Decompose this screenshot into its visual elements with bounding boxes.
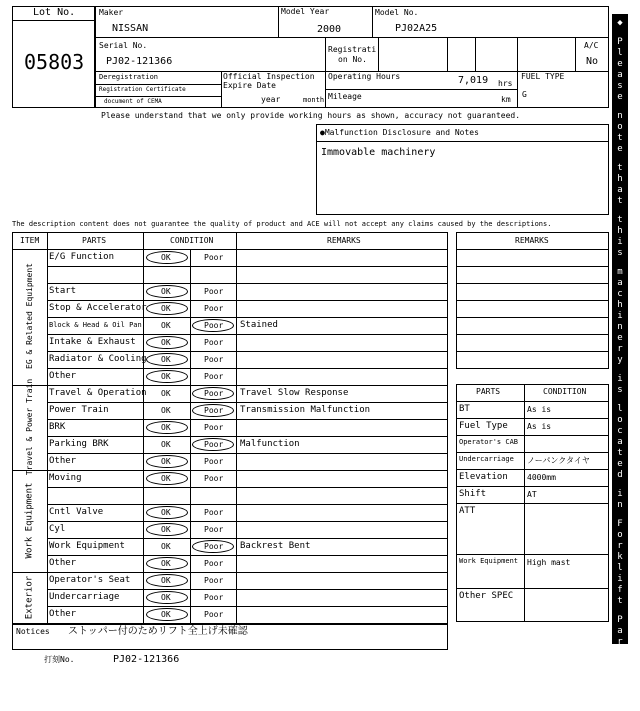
sidebar-char: e: [617, 459, 623, 469]
sidebar-char: t: [617, 596, 623, 606]
row-divider: [47, 487, 448, 488]
fuel-type-label: FUEL TYPE: [521, 72, 565, 81]
poor-label: Poor: [204, 559, 224, 568]
part-label: Cntl Valve: [49, 507, 104, 517]
ok-label: OK: [161, 542, 171, 551]
part-label: Start: [49, 286, 77, 296]
row-divider: [47, 368, 448, 369]
cema-label: document of CEMA: [104, 98, 162, 105]
poor-label: Poor: [204, 304, 224, 313]
part-label: Stop & Accelerator: [49, 303, 147, 313]
remark-text: Malfunction: [240, 439, 300, 449]
sidebar-char: h: [617, 174, 623, 184]
malfunction-box: [316, 124, 609, 215]
ok-label: OK: [161, 304, 171, 313]
right-remark-line: [456, 317, 609, 318]
ok-label: OK: [161, 423, 171, 432]
sidebar-char: t: [617, 215, 623, 225]
group-divider: [12, 572, 448, 573]
sidebar-char: o: [617, 530, 623, 540]
sidebar-char: r: [617, 344, 623, 354]
row-divider: [47, 300, 448, 301]
col-condition-header: CONDITION: [170, 236, 214, 245]
poor-label: Poor: [204, 355, 224, 364]
sidebar-char: a: [617, 278, 623, 288]
spec-line: [456, 435, 609, 436]
ok-circle: [146, 353, 188, 366]
spec-part: Work Equipment: [459, 557, 519, 565]
spec-part: Fuel Type: [459, 421, 508, 431]
year-label: year: [261, 95, 281, 104]
spec-value: ノーパンクタイヤ: [527, 456, 590, 465]
sidebar-char: n: [617, 670, 623, 680]
ok-circle: [146, 336, 188, 349]
hours-notice: Please understand that we only provide working hours as shown, accuracy not guaranteed.: [101, 111, 521, 120]
poor-label: Poor: [204, 508, 224, 517]
fuel-type-value: G: [522, 90, 527, 99]
sidebar-char: s: [617, 385, 623, 395]
specs-condition-header: CONDITION: [543, 387, 587, 396]
right-remarks-title: REMARKS: [515, 236, 549, 245]
ok-label: OK: [161, 440, 171, 449]
sidebar-char: e: [617, 59, 623, 69]
spec-line: [456, 554, 609, 555]
part-label: Parking BRK: [49, 439, 109, 449]
inspection-label-2: Expire Date: [223, 81, 276, 90]
sidebar-char: k: [617, 648, 623, 658]
spec-value: As is: [527, 405, 552, 414]
sidebar-char: P: [617, 37, 623, 47]
condition-table: [12, 232, 448, 624]
table-line: [12, 249, 448, 250]
sidebar-char: r: [617, 637, 623, 647]
spec-part: BT: [459, 404, 470, 414]
row-divider: [47, 419, 448, 420]
sidebar-char: g: [617, 681, 623, 691]
ok-label: OK: [161, 474, 171, 483]
ac-label: A/C: [584, 41, 599, 50]
part-label: Work Equipment: [49, 541, 125, 551]
right-remark-line: [456, 300, 609, 301]
part-label: Other: [49, 371, 77, 381]
poor-circle: [192, 540, 234, 553]
location-sidebar: [612, 14, 628, 710]
right-remark-line: [456, 266, 609, 267]
row-divider: [47, 589, 448, 590]
group-divider: [12, 470, 448, 471]
mileage-label: Mileage: [328, 92, 362, 101]
poor-label: Poor: [204, 525, 224, 534]
sidebar-char: t: [617, 448, 623, 458]
sidebar-char: a: [617, 70, 623, 80]
ok-label: OK: [161, 253, 171, 262]
row-divider: [47, 283, 448, 284]
poor-circle: [192, 438, 234, 451]
sidebar-char: e: [617, 144, 623, 154]
sidebar-char: ◆: [617, 700, 623, 710]
sidebar-char: l: [617, 563, 623, 573]
part-label: Other: [49, 558, 77, 568]
spec-line: [456, 503, 609, 504]
poor-circle: [192, 319, 234, 332]
part-label: Cyl: [49, 524, 66, 534]
part-label: Travel & Operation: [49, 388, 147, 398]
ok-circle: [146, 523, 188, 536]
lot-label: Lot No.: [33, 7, 76, 18]
sidebar-char: i: [617, 574, 623, 584]
poor-label: Poor: [204, 372, 224, 381]
poor-label: Poor: [204, 542, 224, 551]
row-divider: [47, 453, 448, 454]
hrs-label: hrs: [498, 79, 513, 88]
sidebar-char: i: [617, 311, 623, 321]
spec-value: High mast: [527, 558, 571, 567]
col-remarks-header: REMARKS: [327, 236, 361, 245]
group-label: Work Equipment: [24, 482, 35, 559]
disclaimer: The description content does not guarantee the quality of product and ACE will not accept any claims caused by the descriptions.: [12, 220, 552, 228]
spec-value: 4000mm: [527, 473, 556, 482]
poor-label: Poor: [204, 321, 224, 330]
stamp-value: PJ02-121366: [113, 654, 180, 665]
poor-label: Poor: [204, 406, 224, 415]
poor-label: Poor: [204, 576, 224, 585]
ok-label: OK: [161, 406, 171, 415]
part-label: E/G Function: [49, 252, 115, 262]
poor-label: Poor: [204, 474, 224, 483]
model-year-value: 2000: [317, 24, 342, 35]
ok-circle: [146, 251, 188, 264]
sidebar-char: r: [617, 541, 623, 551]
poor-label: Poor: [204, 287, 224, 296]
ok-circle: [146, 472, 188, 485]
poor-label: Poor: [204, 610, 224, 619]
malfunction-text: Immovable machinery: [321, 147, 436, 158]
sidebar-char: k: [617, 552, 623, 562]
ac-value: No: [586, 56, 599, 67]
notices-label: Notices: [16, 627, 50, 636]
remark-text: Travel Slow Response: [240, 388, 349, 398]
sidebar-char: n: [617, 500, 623, 510]
ok-circle: [146, 370, 188, 383]
sidebar-char: s: [617, 81, 623, 91]
sidebar-char: l: [617, 404, 623, 414]
sidebar-char: t: [617, 133, 623, 143]
poor-circle: [192, 404, 234, 417]
ok-label: OK: [161, 593, 171, 602]
part-label: Radiator & Cooling: [49, 354, 147, 364]
part-label: Operator's Seat: [49, 575, 131, 585]
sidebar-char: c: [617, 426, 623, 436]
row-divider: [47, 334, 448, 335]
ok-label: OK: [161, 457, 171, 466]
sidebar-char: m: [617, 267, 623, 277]
sidebar-char: ◆: [617, 18, 623, 28]
col-item-header: ITEM: [20, 236, 40, 245]
part-label: Other: [49, 609, 77, 619]
spec-value: AT: [527, 490, 537, 499]
sidebar-char: s: [617, 248, 623, 258]
sidebar-char: i: [617, 659, 623, 669]
spec-value: As is: [527, 422, 552, 431]
spec-line: [456, 588, 609, 589]
part-label: Undercarriage: [49, 592, 120, 602]
ok-circle: [146, 302, 188, 315]
poor-label: Poor: [204, 338, 224, 347]
poor-label: Poor: [204, 593, 224, 602]
spec-line: [456, 486, 609, 487]
part-label: Intake & Exhaust: [49, 337, 136, 347]
poor-label: Poor: [204, 253, 224, 262]
spec-part: Other SPEC: [459, 591, 514, 601]
sidebar-char: a: [617, 185, 623, 195]
sidebar-char: i: [617, 489, 623, 499]
ok-circle: [146, 591, 188, 604]
group-label: Travel & Power Train: [25, 378, 34, 475]
poor-label: Poor: [204, 457, 224, 466]
malfunction-title: ●Malfunction Disclosure and Notes: [320, 128, 479, 137]
sidebar-char: e: [617, 92, 623, 102]
right-remark-line: [456, 249, 609, 250]
row-divider: [47, 504, 448, 505]
sidebar-char: o: [617, 415, 623, 425]
remark-text: Transmission Malfunction: [240, 405, 371, 415]
poor-circle: [192, 387, 234, 400]
group-divider: [12, 385, 448, 386]
group-label: Exterior: [24, 575, 35, 619]
sidebar-char: t: [617, 163, 623, 173]
model-year-label: Model Year: [281, 7, 330, 16]
row-divider: [47, 436, 448, 437]
sidebar-char: c: [617, 289, 623, 299]
sidebar-char: i: [617, 237, 623, 247]
maker-label: Maker: [99, 8, 124, 17]
model-no-label: Model No.: [375, 8, 419, 17]
ok-circle: [146, 574, 188, 587]
sidebar-char: a: [617, 626, 623, 636]
km-label: km: [501, 95, 511, 104]
poor-label: Poor: [204, 423, 224, 432]
spec-part: Operator's CAB: [459, 438, 519, 446]
ok-label: OK: [161, 372, 171, 381]
sidebar-char: P: [617, 615, 623, 625]
ok-circle: [146, 421, 188, 434]
sidebar-char: l: [617, 48, 623, 58]
notices-value: ストッパー付のためリフト全上げ未確認: [68, 626, 248, 637]
part-label: Other: [49, 456, 77, 466]
group-label: EG & Related Equipment: [25, 263, 34, 369]
ok-circle: [146, 608, 188, 621]
sidebar-char: o: [617, 122, 623, 132]
row-divider: [47, 266, 448, 267]
sidebar-char: n: [617, 322, 623, 332]
registration-label-1: Registrati: [328, 45, 377, 54]
spec-line: [456, 401, 609, 402]
part-label: Block & Head & Oil Pan: [49, 321, 142, 329]
sidebar-char: F: [617, 519, 623, 529]
right-remark-line: [456, 351, 609, 352]
spec-part: Shift: [459, 489, 487, 499]
maker-value: NISSAN: [112, 23, 149, 34]
ok-label: OK: [161, 508, 171, 517]
row-divider: [47, 555, 448, 556]
ok-circle: [146, 557, 188, 570]
row-divider: [47, 521, 448, 522]
ok-label: OK: [161, 355, 171, 364]
ok-label: OK: [161, 576, 171, 585]
right-remark-line: [456, 283, 609, 284]
sidebar-char: n: [617, 111, 623, 121]
sidebar-char: a: [617, 437, 623, 447]
ok-label: OK: [161, 338, 171, 347]
row-divider: [47, 317, 448, 318]
sidebar-char: h: [617, 300, 623, 310]
serial-value: PJ02-121366: [106, 56, 173, 67]
ok-circle: [146, 506, 188, 519]
month-label: month: [303, 96, 325, 104]
col-parts-header: PARTS: [82, 236, 107, 245]
row-divider: [47, 402, 448, 403]
ok-circle: [146, 455, 188, 468]
registration-label-2: on No.: [338, 55, 367, 64]
poor-label: Poor: [204, 440, 224, 449]
part-label: BRK: [49, 422, 66, 432]
sidebar-char: y: [617, 355, 623, 365]
stamp-label: 打刻No.: [44, 655, 75, 664]
ok-circle: [146, 285, 188, 298]
model-no-value: PJ02A25: [395, 23, 438, 34]
ok-label: OK: [161, 610, 171, 619]
dereg-label: Deregistration: [99, 73, 159, 81]
ok-label: OK: [161, 321, 171, 330]
sidebar-char: t: [617, 196, 623, 206]
spec-part: ATT: [459, 506, 476, 516]
row-divider: [47, 538, 448, 539]
op-hours-label: Operating Hours: [328, 72, 401, 81]
row-divider: [47, 351, 448, 352]
poor-label: Poor: [204, 389, 224, 398]
op-hours-value: 7,019: [458, 75, 489, 86]
sidebar-char: d: [617, 470, 623, 480]
ok-label: OK: [161, 559, 171, 568]
row-divider: [47, 606, 448, 607]
specs-parts-header: PARTS: [476, 387, 501, 396]
sidebar-char: h: [617, 226, 623, 236]
ok-label: OK: [161, 525, 171, 534]
ok-label: OK: [161, 389, 171, 398]
right-remark-line: [456, 334, 609, 335]
spec-line: [456, 418, 609, 419]
spec-line: [456, 469, 609, 470]
ok-label: OK: [161, 287, 171, 296]
sidebar-char: i: [617, 374, 623, 384]
lot-number: 05803: [24, 50, 85, 74]
sidebar-char: e: [617, 333, 623, 343]
spec-part: Elevation: [459, 472, 508, 482]
part-label: Power Train: [49, 405, 109, 415]
reg-cert-label: Registration Certificate: [99, 86, 186, 93]
remark-text: Backrest Bent: [240, 541, 311, 551]
part-label: Moving: [49, 473, 82, 483]
inspection-label-1: Official Inspection: [223, 72, 315, 81]
spec-line: [456, 452, 609, 453]
sidebar-char: f: [617, 585, 623, 595]
spec-part: Undercarriage: [459, 455, 514, 463]
remark-text: Stained: [240, 320, 278, 330]
serial-label: Serial No.: [99, 41, 148, 50]
